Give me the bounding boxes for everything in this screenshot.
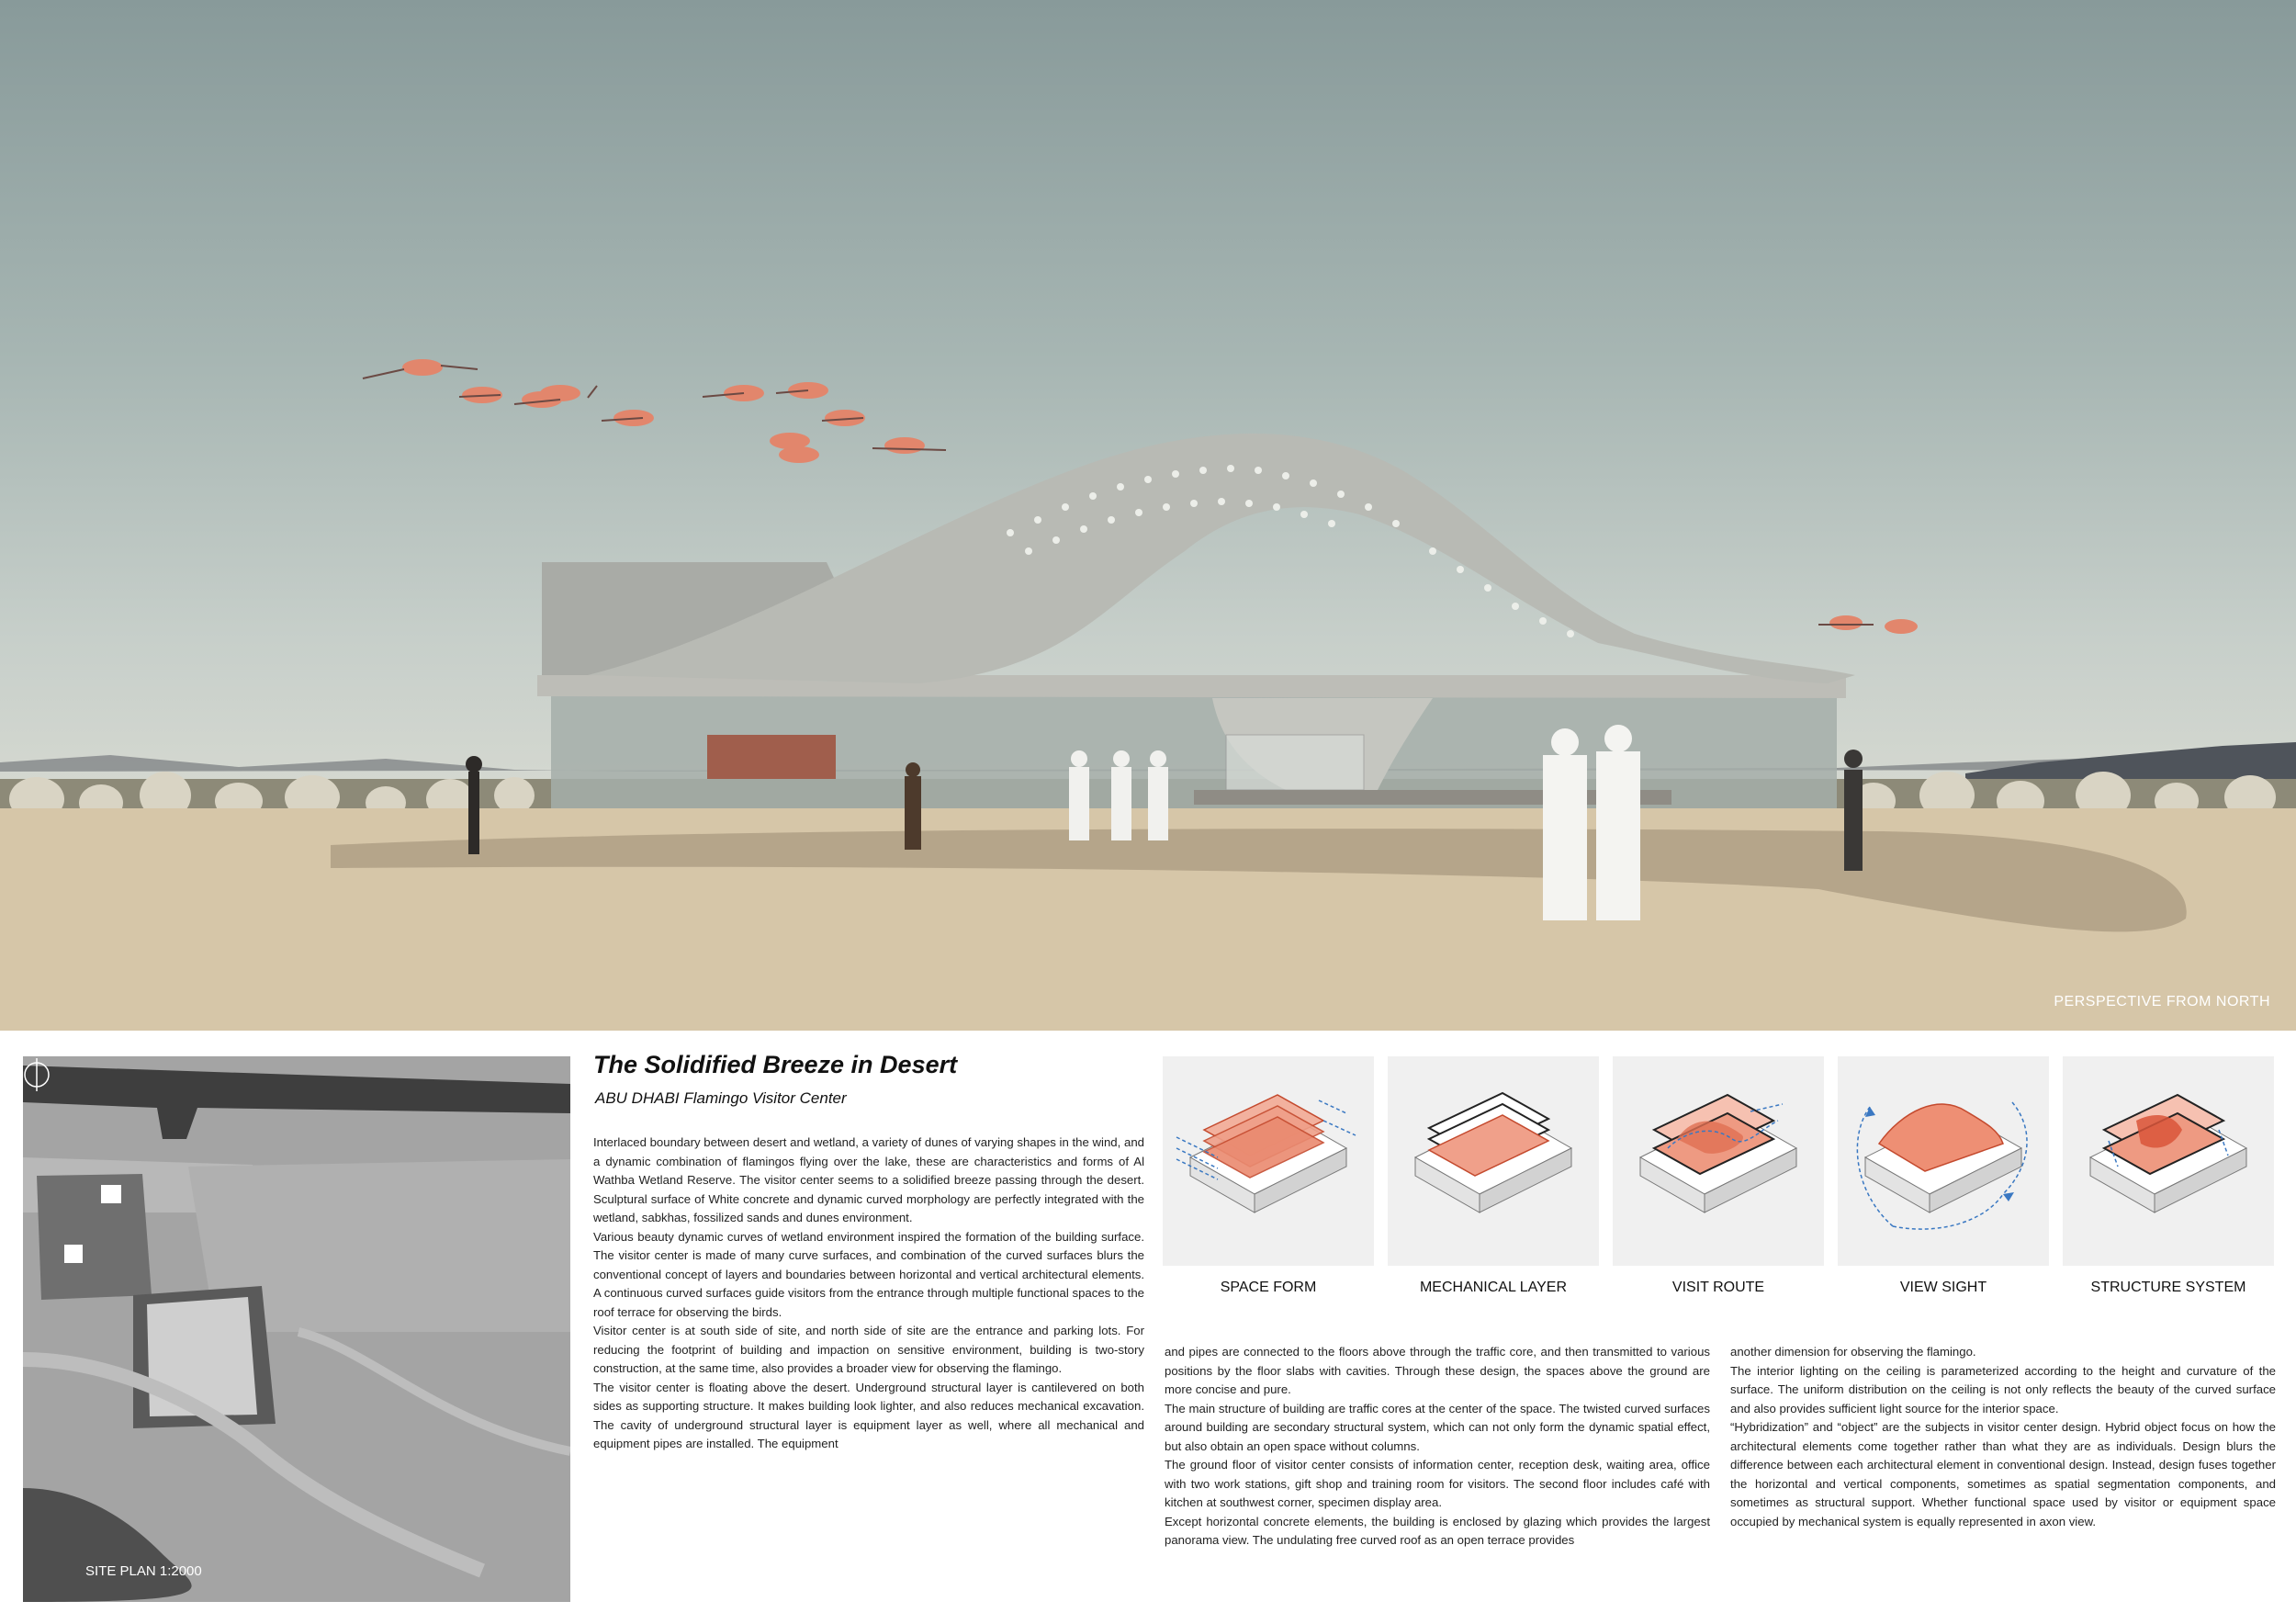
paragraph: Visitor center is at south side of site, and north side of site are the entrance and parking lots. For reducing the footprint of building and impaction on sensitive environment, building is two-story construction, at the same time, also provides a broader view for observing the flamingo. <box>593 1324 1144 1375</box>
paragraph: The visitor center is floating above the desert. Underground structural layer is cantilevered on both sides as supporting structure. It makes building look lighter, and also reduces mechanical excavation. The cavity of underground structural layer is equipment layer as well, where all mechanical and equipment pipes are installed. The equipment <box>593 1380 1144 1450</box>
diagram-label-structure-system: STRUCTURE SYSTEM <box>2090 1280 2246 1295</box>
diagram-label-space-form: SPACE FORM <box>1220 1280 1317 1295</box>
structure-system-icon <box>2063 1056 2274 1266</box>
site-plan <box>23 1056 570 1602</box>
site-plan-drawing <box>23 1056 570 1602</box>
paragraph: and pipes are connected to the floors above through the traffic core, and then transmitted to various positions by the floor slabs with cavities. Through these design, the spaces above the ground are more concise and pure. <box>1165 1345 1710 1396</box>
diagram-label-visit-route: VISIT ROUTE <box>1671 1280 1765 1295</box>
structure-system-diagram <box>2063 1056 2274 1266</box>
diagram-label-mechanical-layer: MECHANICAL LAYER <box>1419 1280 1568 1295</box>
view-sight-diagram <box>1838 1056 2049 1266</box>
curved-roof <box>588 434 1855 683</box>
visit-route-icon <box>1613 1056 1824 1266</box>
description-column-1 <box>593 1133 1144 1454</box>
space-form-diagram <box>1163 1056 1374 1266</box>
paragraph: The main structure of building are traffic cores at the center of the space. The twisted curved surfaces around building are secondary structural system, which can not only form the dynamic spatial effect, but also obtain an open space without columns. <box>1165 1401 1710 1453</box>
north-arrow-icon <box>23 1056 51 1093</box>
paragraph: The ground floor of visitor center consists of information center, reception desk, waiting area, office with two work stations, gift shop and training room for visitors. The second floor includes café with kitchen at southwest corner, specimen display area. <box>1165 1458 1710 1509</box>
visit-route-diagram <box>1613 1056 1824 1266</box>
left-block <box>37 1174 152 1300</box>
paragraph: Interlaced boundary between desert and wetland, a variety of dunes of varying shapes in the wind, and a dynamic combination of flamingos flying over the lake, these are characteristics and forms of Al Wathba Wetland Reserve. The visitor center seems to a solidified breeze passing through the desert. Sculptural surface of White concrete and dynamic curved morphology are perfectly integrated with the wetland, sabkhas, fossilized sands and dunes environment. <box>593 1135 1144 1224</box>
paragraph: “Hybridization” and “object” are the subjects in visitor center design. Hybrid object focus on how the architectural elements come together rather than what they are as individuals. Design blurs the difference between each architectural element in conventional design. Instead, design fuses together the horizontal and vertical components, sometimes as spatial segmentation components, and sometimes as structural support. Whether functional space used by visitor or equipment space occupied by mechanical system is equally represented in axon view. <box>1730 1420 2276 1528</box>
paragraph: another dimension for observing the flamingo. <box>1730 1345 1976 1359</box>
display-case <box>1226 735 1364 790</box>
left-block-roof-2 <box>64 1245 83 1263</box>
page-subtitle: ABU DHABI Flamingo Visitor Center <box>595 1089 847 1107</box>
space-form-icon <box>1163 1056 1374 1266</box>
paragraph: Various beauty dynamic curves of wetland environment inspired the formation of the building surface. The visitor center is made of many curve surfaces, and combination of the curved surfaces blurs the conventional concept of layers and boundaries between horizontal and vertical architectural elements. A continuous curved surfaces guide visitors from the entrance through multiple functional spaces to the roof terrace for observing the birds. <box>593 1229 1144 1319</box>
left-block-roof <box>101 1185 121 1203</box>
description-column-2 <box>1165 1343 1710 1551</box>
diagram-label-view-sight: VIEW SIGHT <box>1899 1280 1987 1295</box>
flamingo-mural <box>707 735 836 779</box>
mechanical-layer-icon <box>1388 1056 1599 1266</box>
view-sight-icon <box>1838 1056 2049 1266</box>
mechanical-layer-diagram <box>1388 1056 1599 1266</box>
paragraph: The interior lighting on the ceiling is parameterized according to the height and curvature of the surface. The uniform distribution on the ceiling is not only reflects the beauty of the curved surface and also provides sufficient light source for the interior space. <box>1730 1363 2276 1415</box>
page-title: The Solidified Breeze in Desert <box>593 1051 958 1078</box>
paragraph: Except horizontal concrete elements, the building is enclosed by glazing which provides the largest panorama view. The undulating free curved roof as an open terrace provides <box>1165 1514 1710 1547</box>
hero-caption: PERSPECTIVE FROM NORTH <box>2054 994 2270 1009</box>
description-column-3 <box>1730 1343 2276 1531</box>
site-plan-label: SITE PLAN 1:2000 <box>85 1563 202 1579</box>
